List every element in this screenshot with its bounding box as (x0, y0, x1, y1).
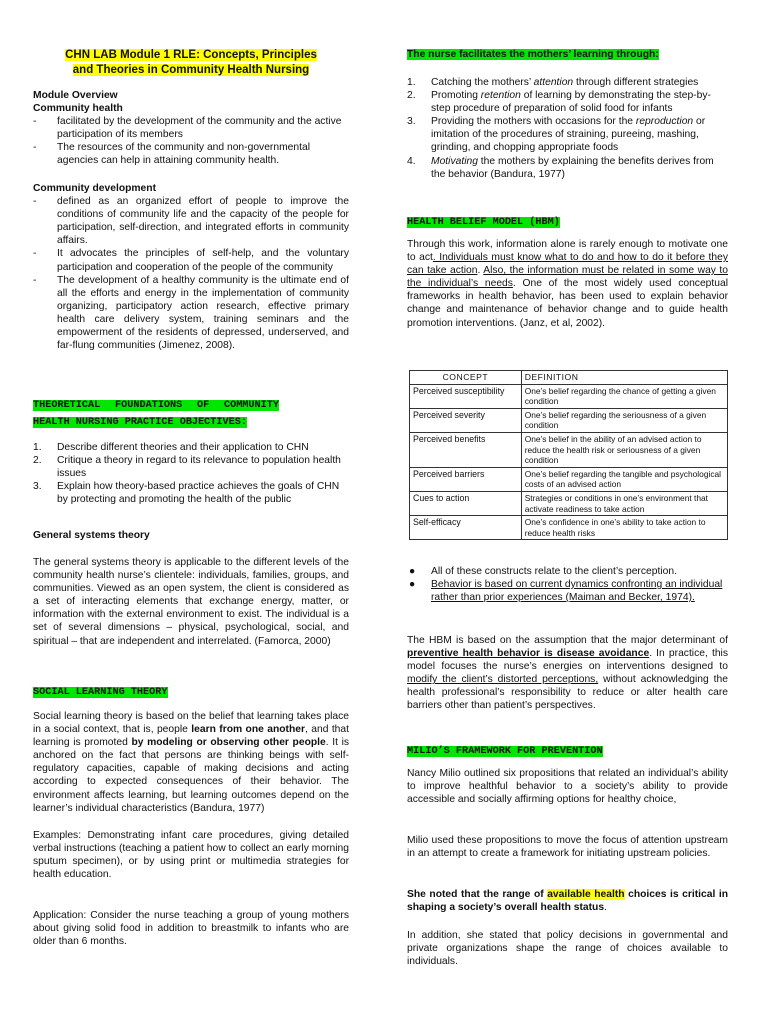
list-item: 2. Promoting retention of learning by demonstrating the step-by-step procedure of preparation of solid food for infants (407, 90, 711, 115)
list-item: - It advocates the principles of self-help, and the voluntary participation and cooperation of the people of the community (33, 248, 349, 273)
document-title (33, 48, 349, 78)
table-row: Cues to action Strategies or conditions in one’s environment that activate readiness to take action (410, 491, 728, 515)
list-item: 1. Catching the mothers’ attention through different strategies (407, 77, 699, 88)
table-row: Perceived susceptibility One’s belief regarding the chance of getting a given condition (410, 384, 728, 408)
table-row: Perceived barriers One’s belief regarding the tangible and psychological costs of an advised action (410, 467, 728, 491)
list-item: - The development of a healthy community is the ultimate end of all the efforts and energy in the implementation of community organizing, participatory action research, effective primary health care delivery system, training seminars and the empowerment of the residents of depressed, underserved, and far-flung communities (Jimenez, 2008). (33, 274, 349, 352)
hbm-intro-paragraph: Through this work, information alone is rarely enough to motivate one to act. Individuals must know what to do and how to do it before they can take action. Also, the information must be related in some way to the individual’s needs. One of the most widely used conceptual frameworks in health behavior, has been used to explain behavior change and maintenance of behavior change and to guide health promotion interventions. (Janz, et al, 2002). (407, 239, 729, 329)
list-item: 4. Motivating the mothers by explaining the benefits derives from the behavior (Bandura, 1977) (407, 155, 714, 180)
theoretical-foundations-heading: THEORETICAL FOUNDATIONS OF COMMUNITY HEALTH NURSING PRACTICE OBJECTIVES: (33, 400, 279, 428)
hbm-assumption-paragraph: The HBM is based on the assumption that the major determinant of preventive health behavior is disease avoidance. In practice, this model focuses the nurse’s energies on interventions designed to modify the client’s distorted perceptions, without acknowledging the health professional’s responsibility to reduce or alter health care barriers other than patient’s perspectives. (407, 635, 728, 712)
list-item: ● Behavior is based on current dynamics confronting an individual rather than prior experiences (Maiman and Becker, 1974). (409, 579, 723, 604)
hbm-heading: HEALTH BELIEF MODEL (HBM) (407, 217, 560, 228)
title-line-1: CHN LAB Module 1 RLE: Concepts, Principles (65, 49, 317, 61)
table-header-row (410, 371, 728, 385)
objectives-list (33, 441, 349, 506)
list-item: - defined as an organized effort of people to improve the conditions of community life and the capacity of the people for participation, self-direction, and integrated efforts in community affairs. (33, 196, 349, 247)
milio-paragraph-3: She noted that the range of available health choices is critical in shaping a society’s overall health status. (407, 889, 728, 914)
table-row: Self-efficacy One’s confidence in one’s ability to take action to reduce health risks (410, 516, 728, 540)
hbm-bullets (407, 565, 728, 604)
hbm-concept-table (409, 370, 728, 540)
community-health-heading: Community health (33, 103, 123, 115)
column-header-concept: CONCEPT (410, 371, 522, 385)
community-development-section (33, 182, 349, 352)
list-item: ● All of these constructs relate to the client’s perception. (409, 566, 677, 577)
column-header-definition: DEFINITION (521, 371, 727, 385)
facilitates-list (407, 76, 728, 181)
facilitates-heading: The nurse facilitates the mothers’ learning through: (407, 49, 659, 60)
list-item: 2. Critique a theory in regard to its relevance to population health issues (33, 455, 341, 480)
milio-heading: MILIO’S FRAMEWORK FOR PREVENTION (407, 746, 603, 757)
list-item: 3. Explain how theory-based practice achieves the goals of CHN by protecting and promoting the health of the public (33, 481, 340, 506)
social-learning-heading: SOCIAL LEARNING THEORY (33, 687, 168, 698)
module-overview-heading: Module Overview (33, 90, 118, 101)
title-line-2: and Theories in Community Health Nursing (72, 64, 310, 76)
list-item: 1. Describe different theories and their application to CHN (33, 442, 309, 453)
milio-paragraph-2: Milio used these propositions to move the focus of attention upstream in an attempt to create a framework for initiating upstream policies. (407, 835, 728, 860)
list-item: - The resources of the community and non-governmental agencies can help in attaining community health. (33, 142, 310, 167)
application-paragraph: Application: Consider the nurse teaching a group of young mothers about giving solid food in addition to breastmilk to infants who are older than 6 months. (33, 910, 349, 948)
general-systems-text: The general systems theory is applicable to the different levels of the community health nurse’s clientele: individuals, families, groups, and communities. Viewed as an open system, the client is considered as a set of interacting elements that exchange energy, matter, or information with the external environment to exist. The individual is a set of several dimensions – physical, psychological, social, and spiritual – that are independent and interrelated. (Famorca, 2000) (33, 557, 349, 647)
table-row: Perceived severity One’s belief regarding the seriousness of a given condition (410, 408, 728, 432)
milio-paragraph-4: In addition, she stated that policy decisions in governmental and private organizations shape the range of choices available to individuals. (407, 930, 728, 968)
examples-paragraph: Examples: Demonstrating infant care procedures, giving detailed verbal instructions (teaching a patient how to collect an early morning sputum specimen), or by using print or multimedia strategies for health education. (33, 830, 349, 881)
list-item: 3. Providing the mothers with occasions for the reproduction or imitation of the procedures of straining, pureeing, mashing, grinding, and chopping appropriate foods (407, 116, 706, 154)
community-development-heading: Community development (33, 183, 157, 194)
social-learning-paragraph: Social learning theory is based on the belief that learning takes place in a social context, that is, people learn from one another, and that learning is promoted by modeling or observing other people. It is anchored on the fact that persons are thinking beings with self-regulatory capacities, capable of making decisions and acting according to expected consequences of their behavior. The environment affects learning, but learning outcomes depend on the learner’s individual characteristics (Bandura, 1977) (33, 711, 350, 814)
community-health-section (33, 89, 349, 168)
milio-paragraph-1: Nancy Milio outlined six propositions that related an individual’s ability to improve healthful behavior to a society’s ability to provide accessible and socially affirming options for healthy choice, (407, 768, 728, 806)
list-item: - facilitated by the development of the community and the active participation of its members (33, 116, 342, 141)
table-row: Perceived benefits One’s belief in the ability of an advised action to reduce the health risk or seriousness of a given condition (410, 432, 728, 467)
general-systems-heading: General systems theory (33, 530, 150, 541)
